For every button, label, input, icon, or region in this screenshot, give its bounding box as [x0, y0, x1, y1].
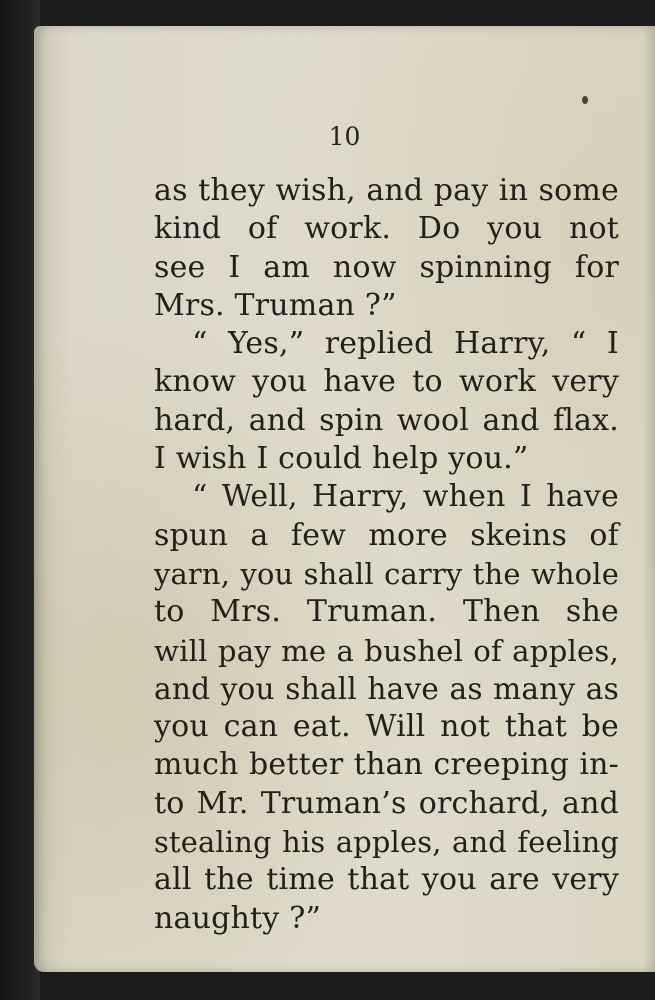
text-line: all the time that you are very — [154, 862, 619, 898]
text-line: to Mr. Truman’s orchard, and — [154, 785, 619, 821]
ink-spot — [582, 96, 588, 104]
text-line: much better than creeping in- — [154, 747, 619, 783]
text-line: “ Well, Harry, when I have — [192, 479, 619, 515]
text-line: you can eat. Will not that be — [154, 709, 619, 745]
text-line: hard, and spin wool and flax. — [154, 402, 619, 438]
text-line: “ Yes,” replied Harry, “ I — [192, 326, 619, 362]
text-line: I wish I could help you.” — [154, 441, 529, 477]
text-line: will pay me a bushel of apples, — [154, 633, 619, 668]
text-line: Mrs. Truman ?” — [154, 287, 397, 323]
text-line: kind of work. Do you not — [154, 211, 619, 247]
text-line: yarn, you shall carry the whole — [154, 556, 619, 591]
text-line: spun a few more skeins of — [154, 517, 619, 553]
book-page — [34, 26, 655, 972]
page-edge — [643, 26, 655, 972]
text-line: stealing his apples, and feeling — [154, 825, 619, 860]
page-number: 10 — [328, 122, 361, 151]
page-text — [154, 172, 619, 938]
text-line: as they wish, and pay in some — [154, 173, 619, 208]
text-line: see I am now spinning for — [154, 249, 619, 285]
text-line: to Mrs. Truman. Then she — [154, 594, 619, 630]
text-line: know you have to work very — [154, 364, 619, 400]
text-line: and you shall have as many as — [154, 671, 619, 706]
text-line: naughty ?” — [154, 900, 322, 936]
